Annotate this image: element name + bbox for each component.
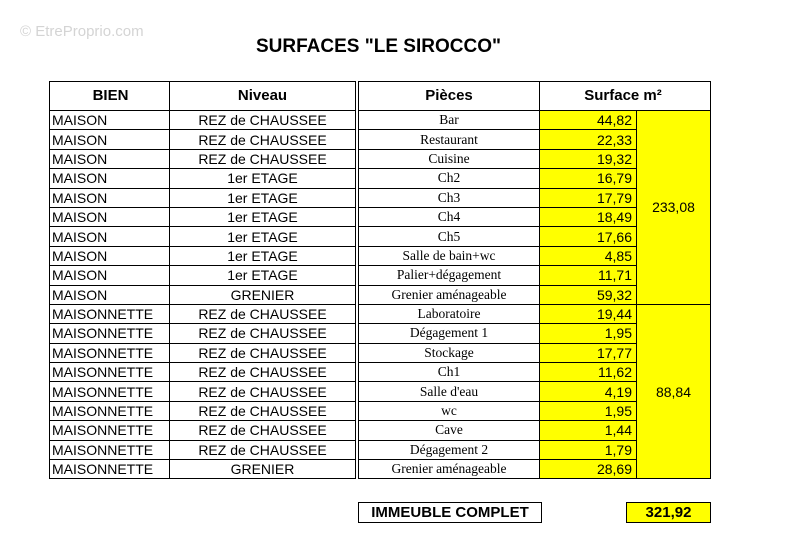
cell-piece: Salle de bain+wc (359, 246, 540, 265)
cell-surface: 28,69 (540, 460, 637, 479)
cell-piece: wc (359, 401, 540, 420)
cell-piece: Stockage (359, 343, 540, 362)
cell-piece: Dégagement 2 (359, 440, 540, 459)
table-row (50, 207, 711, 226)
immeuble-complet-label: IMMEUBLE COMPLET (358, 502, 542, 523)
header-niveau: Niveau (170, 82, 356, 111)
cell-niveau: GRENIER (170, 460, 356, 479)
cell-piece: Salle d'eau (359, 382, 540, 401)
cell-bien: MAISONNETTE (50, 343, 170, 362)
cell-bien: MAISONNETTE (50, 460, 170, 479)
cell-niveau: REZ de CHAUSSEE (170, 382, 356, 401)
table-row (50, 246, 711, 265)
cell-bien: MAISONNETTE (50, 304, 170, 323)
table-row (50, 382, 711, 401)
cell-bien: MAISONNETTE (50, 382, 170, 401)
cell-niveau: REZ de CHAUSSEE (170, 363, 356, 382)
table-row (50, 421, 711, 440)
cell-niveau: REZ de CHAUSSEE (170, 401, 356, 420)
cell-bien: MAISON (50, 188, 170, 207)
cell-piece: Bar (359, 111, 540, 130)
cell-bien: MAISON (50, 227, 170, 246)
table-row (50, 111, 711, 130)
cell-niveau: REZ de CHAUSSEE (170, 304, 356, 323)
group-total: 233,08 (637, 111, 711, 305)
cell-surface: 18,49 (540, 207, 637, 226)
cell-niveau: REZ de CHAUSSEE (170, 440, 356, 459)
header-bien: BIEN (50, 82, 170, 111)
table-row (50, 266, 711, 285)
cell-surface: 4,19 (540, 382, 637, 401)
table-row (50, 343, 711, 362)
cell-niveau: 1er ETAGE (170, 188, 356, 207)
table-row (50, 460, 711, 479)
cell-piece: Restaurant (359, 130, 540, 149)
cell-niveau: 1er ETAGE (170, 227, 356, 246)
table-row (50, 324, 711, 343)
table-row (50, 169, 711, 188)
cell-niveau: 1er ETAGE (170, 169, 356, 188)
cell-surface: 22,33 (540, 130, 637, 149)
cell-piece: Ch3 (359, 188, 540, 207)
cell-surface: 17,77 (540, 343, 637, 362)
cell-niveau: REZ de CHAUSSEE (170, 111, 356, 130)
cell-niveau: REZ de CHAUSSEE (170, 324, 356, 343)
cell-surface: 1,95 (540, 401, 637, 420)
cell-piece: Grenier aménageable (359, 460, 540, 479)
cell-surface: 4,85 (540, 246, 637, 265)
immeuble-complet-total: 321,92 (626, 502, 711, 523)
cell-piece: Ch2 (359, 169, 540, 188)
header-pieces: Pièces (359, 82, 540, 111)
cell-piece: Laboratoire (359, 304, 540, 323)
cell-surface: 16,79 (540, 169, 637, 188)
cell-bien: MAISONNETTE (50, 324, 170, 343)
cell-bien: MAISON (50, 266, 170, 285)
cell-niveau: GRENIER (170, 285, 356, 304)
cell-surface: 1,44 (540, 421, 637, 440)
cell-niveau: REZ de CHAUSSEE (170, 130, 356, 149)
cell-niveau: REZ de CHAUSSEE (170, 421, 356, 440)
cell-bien: MAISONNETTE (50, 363, 170, 382)
header-row (50, 82, 711, 111)
watermark: © EtreProprio.com (20, 23, 144, 40)
cell-surface: 59,32 (540, 285, 637, 304)
cell-niveau: 1er ETAGE (170, 266, 356, 285)
cell-bien: MAISON (50, 169, 170, 188)
cell-piece: Grenier aménageable (359, 285, 540, 304)
cell-bien: MAISON (50, 207, 170, 226)
header-surface: Surface m² (540, 82, 711, 111)
cell-bien: MAISONNETTE (50, 401, 170, 420)
cell-surface: 44,82 (540, 111, 637, 130)
table-row (50, 401, 711, 420)
cell-piece: Palier+dégagement (359, 266, 540, 285)
cell-surface: 11,71 (540, 266, 637, 285)
cell-bien: MAISON (50, 246, 170, 265)
cell-piece: Cuisine (359, 149, 540, 168)
cell-niveau: REZ de CHAUSSEE (170, 343, 356, 362)
cell-surface: 11,62 (540, 363, 637, 382)
cell-bien: MAISONNETTE (50, 440, 170, 459)
table-row (50, 363, 711, 382)
table-row (50, 149, 711, 168)
surfaces-table (49, 81, 711, 479)
cell-bien: MAISONNETTE (50, 421, 170, 440)
cell-piece: Dégagement 1 (359, 324, 540, 343)
cell-piece: Cave (359, 421, 540, 440)
cell-surface: 1,95 (540, 324, 637, 343)
table-row (50, 304, 711, 323)
cell-bien: MAISON (50, 130, 170, 149)
table-row (50, 285, 711, 304)
table-row (50, 188, 711, 207)
group-total: 88,84 (637, 304, 711, 479)
cell-surface: 17,79 (540, 188, 637, 207)
cell-bien: MAISON (50, 149, 170, 168)
cell-niveau: 1er ETAGE (170, 207, 356, 226)
table-row (50, 440, 711, 459)
page-title: SURFACES "LE SIROCCO" (256, 36, 501, 57)
cell-piece: Ch1 (359, 363, 540, 382)
table-row (50, 227, 711, 246)
cell-piece: Ch5 (359, 227, 540, 246)
cell-surface: 19,44 (540, 304, 637, 323)
cell-niveau: REZ de CHAUSSEE (170, 149, 356, 168)
cell-piece: Ch4 (359, 207, 540, 226)
cell-bien: MAISON (50, 111, 170, 130)
table-body (50, 111, 711, 479)
cell-bien: MAISON (50, 285, 170, 304)
cell-surface: 19,32 (540, 149, 637, 168)
table-row (50, 130, 711, 149)
cell-surface: 17,66 (540, 227, 637, 246)
cell-surface: 1,79 (540, 440, 637, 459)
cell-niveau: 1er ETAGE (170, 246, 356, 265)
